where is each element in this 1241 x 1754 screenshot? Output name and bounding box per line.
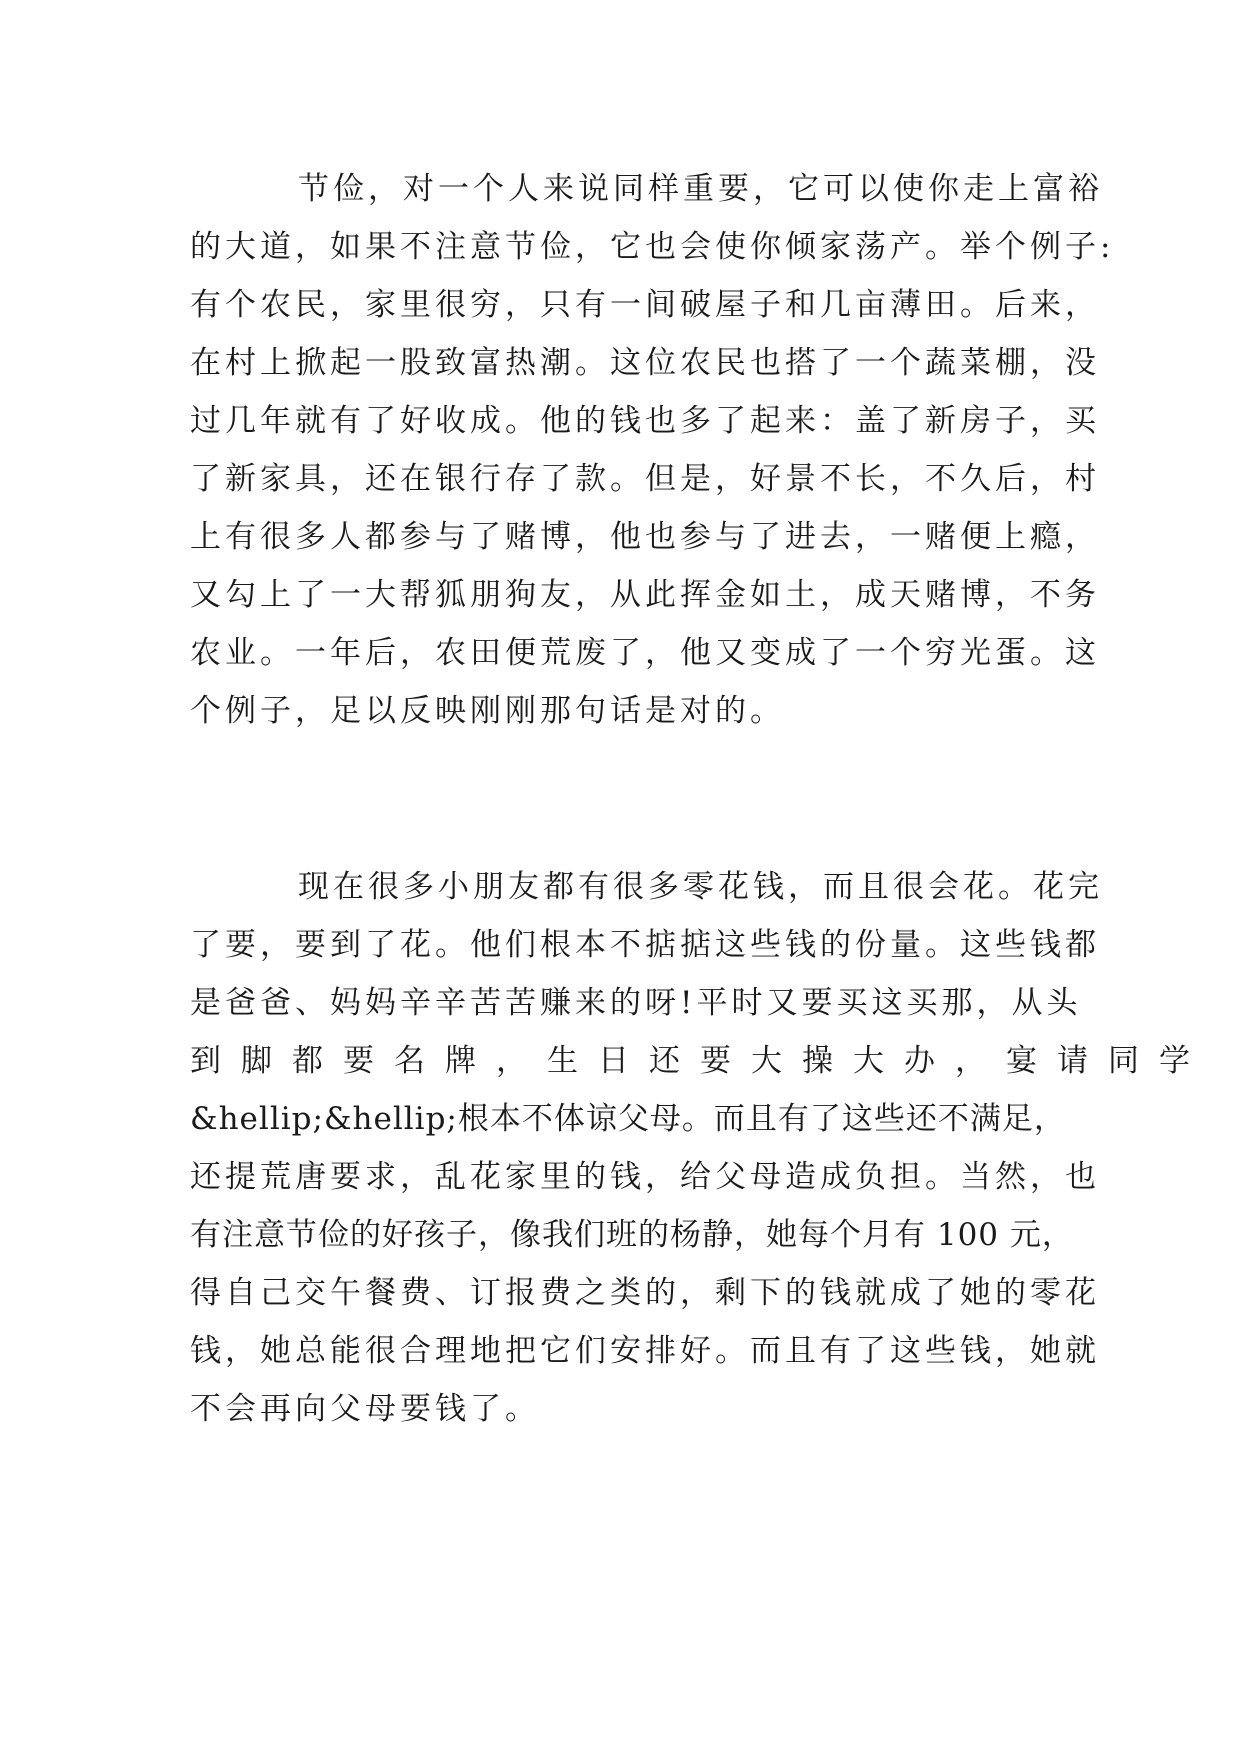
text-line: 个例子，足以反映刚刚那句话是对的。 bbox=[190, 693, 785, 729]
text-line: 又勾上了一大帮狐朋狗友，从此挥金如土，成天赌博，不务 bbox=[190, 577, 1100, 613]
text-line: 了要，要到了花。他们根本不掂掂这些钱的份量。这些钱都 bbox=[190, 927, 1100, 963]
text-line: 有个农民，家里很穷，只有一间破屋子和几亩薄田。后来， bbox=[190, 287, 1100, 323]
paragraph-thrift-example bbox=[190, 160, 1115, 740]
text-line: 节俭，对一个人来说同样重要，它可以使你走上富裕 bbox=[298, 171, 1103, 207]
text-line: &hellip;&hellip;根本不体谅父母。而且有了这些还不满足， bbox=[190, 1101, 1066, 1137]
text-line: 农业。一年后，农田便荒废了，他又变成了一个穷光蛋。这 bbox=[190, 635, 1100, 671]
text-line: 到脚都要名牌，生日还要大操大办，宴请同学 bbox=[190, 1043, 1210, 1079]
text-line: 现在很多小朋友都有很多零花钱，而且很会花。花完 bbox=[298, 869, 1103, 905]
paragraph-pocket-money bbox=[190, 858, 1210, 1438]
text-line: 的大道，如果不注意节俭，它也会使你倾家荡产。举个例子: bbox=[190, 229, 1115, 265]
text-line: 得自己交午餐费、订报费之类的，剩下的钱就成了她的零花 bbox=[190, 1275, 1100, 1311]
text-line: 是爸爸、妈妈辛辛苦苦赚来的呀!平时又要买这买那，从头 bbox=[190, 985, 1082, 1021]
text-line: 在村上掀起一股致富热潮。这位农民也搭了一个蔬菜棚，没 bbox=[190, 345, 1100, 381]
text-line: 钱，她总能很合理地把它们安排好。而且有了这些钱，她就 bbox=[190, 1333, 1100, 1369]
text-line: 上有很多人都参与了赌博，他也参与了进去，一赌便上瘾， bbox=[190, 519, 1100, 555]
text-line: 还提荒唐要求，乱花家里的钱，给父母造成负担。当然，也 bbox=[190, 1159, 1100, 1195]
text-line: 过几年就有了好收成。他的钱也多了起来：盖了新房子，买 bbox=[190, 403, 1100, 439]
text-line: 有注意节俭的好孩子，像我们班的杨静，她每个月有 100 元， bbox=[190, 1217, 1074, 1253]
text-line: 了新家具，还在银行存了款。但是，好景不长，不久后，村 bbox=[190, 461, 1100, 497]
text-line: 不会再向父母要钱了。 bbox=[190, 1391, 540, 1427]
